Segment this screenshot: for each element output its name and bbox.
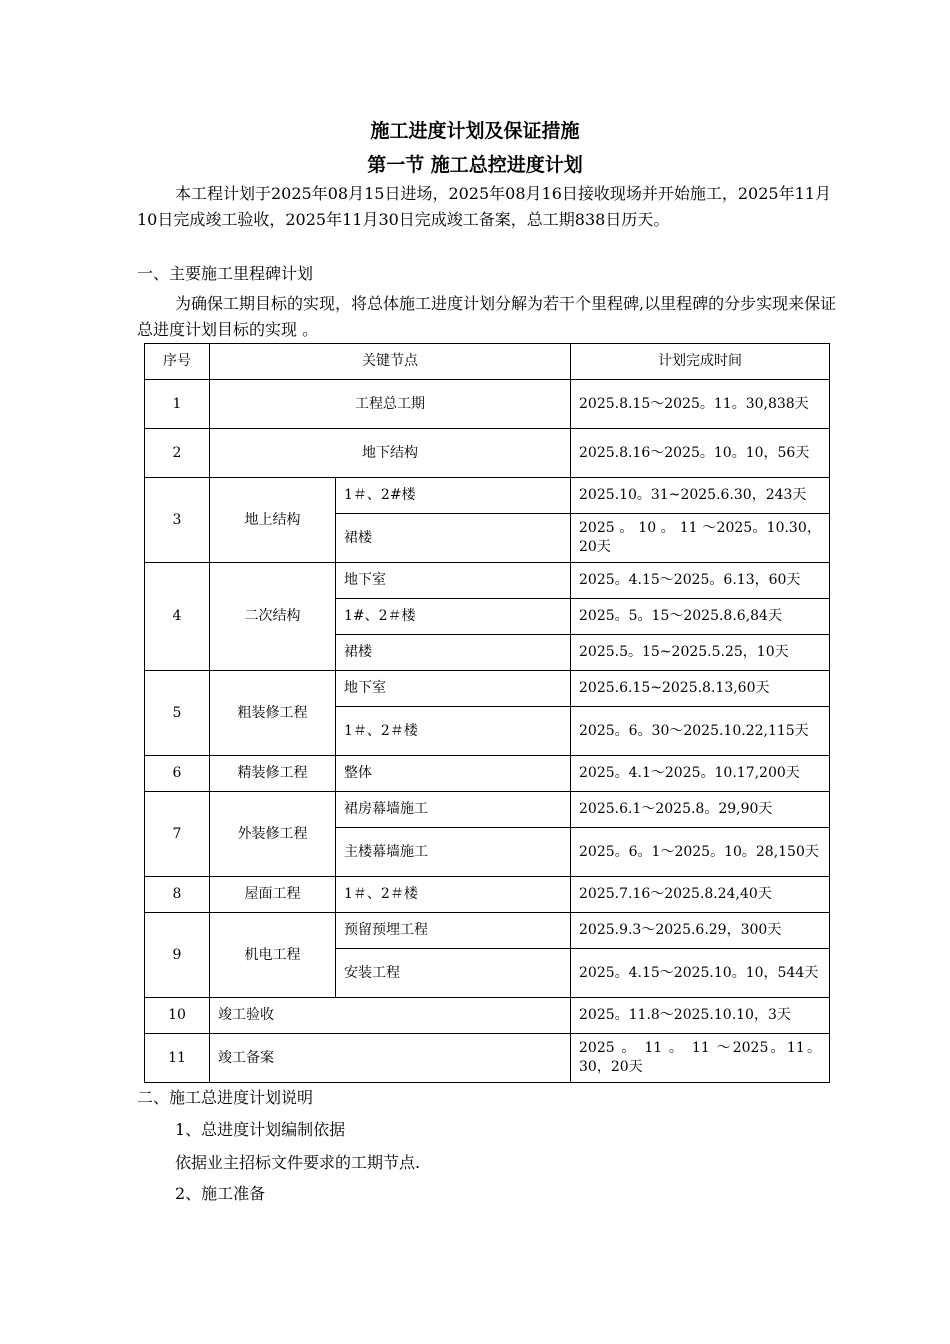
row-time: 2025 。 10 。 11 ～2025。10.30，20天 (571, 514, 830, 563)
table-row (145, 478, 830, 514)
row-number: 8 (145, 877, 210, 913)
row-time: 2025.8.16～2025。10。10，56天 (571, 429, 830, 478)
row-time: 2025.7.16～2025.8.24,40天 (571, 877, 830, 913)
row-node: 屋面工程 (210, 877, 336, 913)
row-time: 2025.5。15~2025.5.25，10天 (571, 635, 830, 671)
row-time: 2025。4.15～2025。6.13，60天 (571, 563, 830, 599)
row-subnode: 裙楼 (336, 635, 571, 671)
row-number: 4 (145, 563, 210, 671)
row-subnode: 整体 (336, 756, 571, 792)
row-subnode: 安装工程 (336, 949, 571, 998)
milestone-paragraph: 为确保工期目标的实现，将总体施工进度计划分解为若干个里程碑,以里程碑的分步实现来保证总进度计划目标的实现 。 (137, 294, 837, 339)
row-node: 地上结构 (210, 478, 336, 563)
row-subnode: 裙楼 (336, 514, 571, 563)
row-subnode: 主楼幕墙施工 (336, 828, 571, 877)
row-time: 2025。6。30～2025.10.22,115天 (571, 707, 830, 756)
heading-schedule-notes: 二、施工总进度计划说明 (137, 1088, 314, 1107)
row-subnode: 裙房幕墙施工 (336, 792, 571, 828)
row-number: 5 (145, 671, 210, 756)
row-time: 2025。11.8～2025.10.10，3天 (571, 998, 830, 1034)
subheading-basis: 1、总进度计划编制依据 (175, 1120, 346, 1139)
row-number: 11 (145, 1034, 210, 1083)
table-row (145, 998, 830, 1034)
row-subnode: 1＃、2＃楼 (336, 877, 571, 913)
milestone-table (144, 343, 830, 1083)
row-time: 2025.8.15～2025。11。30,838天 (571, 380, 830, 429)
row-time: 2025。6。1～2025。10。28,150天 (571, 828, 830, 877)
table-row (145, 792, 830, 828)
row-time: 2025.10。31~2025.6.30，243天 (571, 478, 830, 514)
basis-text: 依据业主招标文件要求的工期节点. (175, 1153, 421, 1172)
table-row (145, 756, 830, 792)
row-node: 地下结构 (210, 429, 571, 478)
row-node: 竣工备案 (210, 1034, 571, 1083)
row-number: 9 (145, 913, 210, 998)
table-row (145, 913, 830, 949)
row-time: 2025。4.15～2025.10。10，544天 (571, 949, 830, 998)
row-number: 1 (145, 380, 210, 429)
heading-milestones: 一、主要施工里程碑计划 (137, 264, 314, 283)
row-node: 工程总工期 (210, 380, 571, 429)
row-subnode: 1#、2＃楼 (336, 599, 571, 635)
table-header-node: 关键节点 (210, 344, 571, 380)
table-header-time: 计划完成时间 (571, 344, 830, 380)
row-node: 精装修工程 (210, 756, 336, 792)
table-row (145, 429, 830, 478)
table-row (145, 380, 830, 429)
row-subnode: 预留预埋工程 (336, 913, 571, 949)
row-node: 外装修工程 (210, 792, 336, 877)
row-subnode: 地下室 (336, 671, 571, 707)
row-node: 粗装修工程 (210, 671, 336, 756)
subheading-preparation: 2、施工准备 (175, 1184, 266, 1203)
row-number: 7 (145, 792, 210, 877)
row-node: 机电工程 (210, 913, 336, 998)
row-number: 6 (145, 756, 210, 792)
row-number: 2 (145, 429, 210, 478)
row-time: 2025。5。15～2025.8.6,84天 (571, 599, 830, 635)
row-time: 2025.6.1～2025.8。29,90天 (571, 792, 830, 828)
row-time: 2025.9.3～2025.6.29，300天 (571, 913, 830, 949)
row-subnode: 1＃、2＃楼 (336, 707, 571, 756)
row-number: 10 (145, 998, 210, 1034)
row-time: 2025。4.1～2025。10.17,200天 (571, 756, 830, 792)
table-row (145, 877, 830, 913)
row-node: 二次结构 (210, 563, 336, 671)
intro-paragraph: 本工程计划于2025年08月15日进场，2025年08月16日接收现场并开始施工，2025年11月10日完成竣工验收，2025年11月30日完成竣工备案，总工期838日历天。 (137, 184, 831, 229)
row-subnode: 地下室 (336, 563, 571, 599)
row-time: 2025.6.15~2025.8.13,60天 (571, 671, 830, 707)
row-number: 3 (145, 478, 210, 563)
table-header-no: 序号 (145, 344, 210, 380)
row-subnode: 1＃、2#楼 (336, 478, 571, 514)
table-row (145, 1034, 830, 1083)
section-title: 第一节 施工总控进度计划 (367, 154, 583, 176)
doc-title: 施工进度计划及保证措施 (370, 120, 580, 142)
table-row (145, 563, 830, 599)
row-node: 竣工验收 (210, 998, 571, 1034)
table-row (145, 671, 830, 707)
row-time: 2025 。 11 。 11 ～2025。11。30，20天 (571, 1034, 830, 1083)
